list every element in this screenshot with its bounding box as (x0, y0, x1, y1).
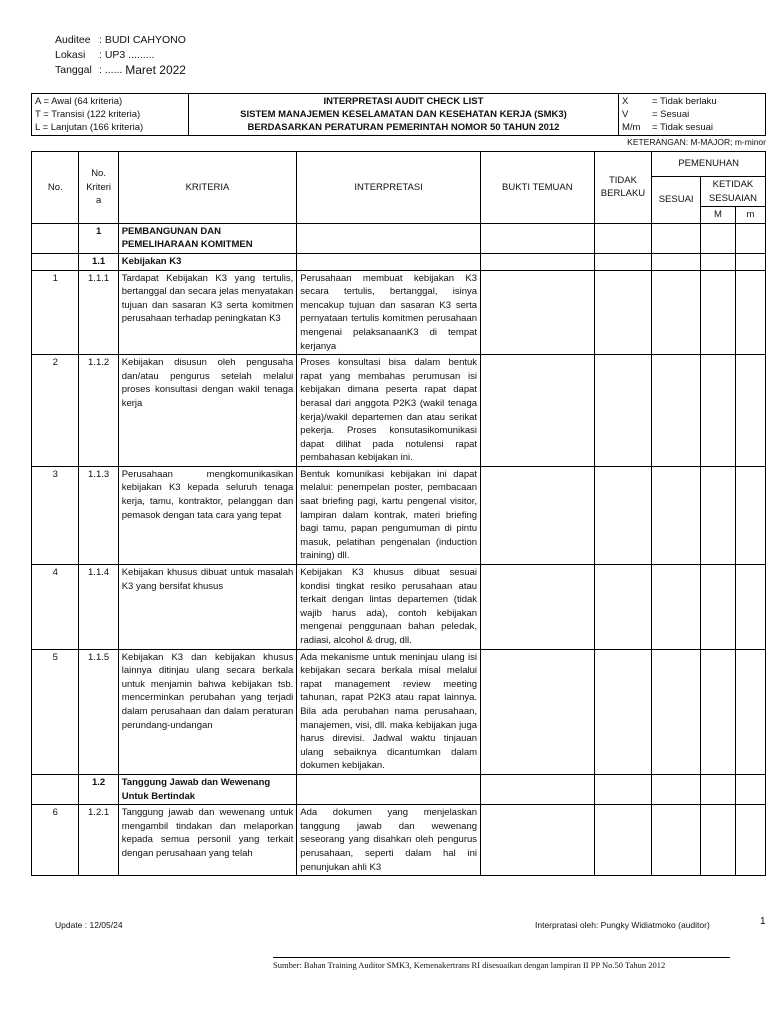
row-kriteria: Kebijakan khusus dibuat untuk masalah K3 yang bersifat khusus (118, 565, 297, 650)
table-row (32, 270, 766, 355)
interpreter-credit: Interpratasi oleh: Pungky Widiatmoko (auditor) (535, 920, 710, 930)
update-date: Update : 12/05/24 (55, 920, 123, 930)
table-row (32, 466, 766, 564)
row-kriteria: Tardapat Kebijakan K3 yang tertulis, bertanggal dan secara jelas menyatakan tujuan dan sasaran K3 serta komitmen perusahaan terhadap peningkatan K3 (118, 270, 297, 355)
row-tidak-berlaku-cell[interactable] (594, 565, 652, 650)
header-ketidak-sesuaian: KETIDAK SESUAIAN (700, 177, 765, 207)
row-interpretasi: Ada mekanisme untuk meninjau ulang isi kebijakan secara berkala misal melalui rapat management review meeting tahunan, rapat P2K3 atau rapat lainnya. Bila ada perubahan nama perusahaan, manajemen, visi, dll. maka kebijakan juga harus direvisi. Jadwal waktu tinjauan ulang sebaiknya dicantumkan dalam dokumen kebijakan. (297, 649, 481, 774)
row-sesuai-cell[interactable] (652, 270, 701, 355)
tanggal-value-main: Maret 2022 (125, 63, 186, 77)
row-no: 4 (32, 565, 79, 650)
row-no: 5 (32, 649, 79, 774)
row-sesuai-cell[interactable] (652, 466, 701, 564)
row-kriteria-no: 1.1.5 (79, 649, 118, 774)
table-row (32, 355, 766, 467)
row-interpretasi: Ada dokumen yang menjelaskan tanggung jawab dan wewenang seseorang yang disahkan oleh pengurus perusahaan, seperti dalam hal ini penunjukan ahli K3 (297, 805, 481, 876)
document-title (189, 94, 619, 136)
auditee-value: : BUDI CAHYONO (99, 34, 186, 46)
subsection-title: Tanggung Jawab dan Wewenang Untuk Bertindak (118, 774, 297, 804)
section-row (32, 223, 766, 253)
row-major-cell[interactable] (700, 270, 735, 355)
row-sesuai-cell[interactable] (652, 355, 701, 467)
lokasi-label: Lokasi (55, 49, 86, 61)
header-no-kriteria: No. Kriteri a (79, 152, 118, 224)
tanggal-label: Tanggal (55, 64, 92, 76)
code-x-desc: = Tidak berlaku (652, 96, 717, 107)
auditee-label: Auditee (55, 34, 91, 46)
row-kriteria-no: 1.2.1 (79, 805, 118, 876)
row-bukti-cell[interactable] (481, 649, 595, 774)
header-kriteria: KRITERIA (118, 152, 297, 224)
section-number: 1 (79, 223, 118, 253)
legend-awal: A = Awal (64 kriteria) (35, 96, 123, 107)
row-major-cell[interactable] (700, 565, 735, 650)
row-bukti-cell[interactable] (481, 805, 595, 876)
row-sesuai-cell[interactable] (652, 805, 701, 876)
tanggal-value-prefix: : ...... (99, 64, 123, 76)
row-interpretasi: Proses konsultasi bisa dalam bentuk rapat yang membahas perumusan isi kebijakan dimana peserta rapat dapat berasal dari anggota P2K3 (wakil tenaga kerja)/wakil departemen dan atau serikat pekerja. Proses konsutasikomunikasi dapat dilihat pada notulensi rapat pembahasan kebijakan ini. (297, 355, 481, 467)
header-interpretasi: INTERPRETASI (297, 152, 481, 224)
row-bukti-cell[interactable] (481, 270, 595, 355)
audit-checklist-table (31, 151, 766, 876)
row-tidak-berlaku-cell[interactable] (594, 355, 652, 467)
header-pemenuhan: PEMENUHAN (652, 152, 766, 177)
row-major-cell[interactable] (700, 805, 735, 876)
row-tidak-berlaku-cell[interactable] (594, 270, 652, 355)
subsection-row (32, 253, 766, 270)
row-major-cell[interactable] (700, 649, 735, 774)
subsection-number: 1.1 (79, 253, 118, 270)
code-m: M/m (622, 122, 641, 133)
row-kriteria: Kebijakan disusun oleh pengusaha dan/atau pengurus setelah melalui proses konsultasi dengan wakil tenaga kerja (118, 355, 297, 467)
table-row (32, 565, 766, 650)
row-bukti-cell[interactable] (481, 355, 595, 467)
subsection-row (32, 774, 766, 804)
row-kriteria-no: 1.1.3 (79, 466, 118, 564)
row-sesuai-cell[interactable] (652, 649, 701, 774)
row-minor-cell[interactable] (735, 466, 765, 564)
row-kriteria-no: 1.1.1 (79, 270, 118, 355)
lokasi-value: : UP3 ......... (99, 49, 155, 61)
row-kriteria: Tanggung jawab dan wewenang untuk mengambil tindakan dan melaporkan kepada semua personil yang terkait dengan perusahaan yang telah (118, 805, 297, 876)
code-v: V (622, 109, 629, 120)
header-no: No. (32, 152, 79, 224)
header-sesuai: SESUAI (652, 177, 701, 224)
row-tidak-berlaku-cell[interactable] (594, 466, 652, 564)
row-minor-cell[interactable] (735, 649, 765, 774)
row-no: 1 (32, 270, 79, 355)
row-interpretasi: Bentuk komunikasi kebijakan ini dapat melalui: penempelan poster, pembacaan saat briefing pagi, kartu pengenal visitor, lampiran dalam kontrak, materi briefing bagi tamu, papan pengumuman di pintu masuk, pelatihan pengenalan (induction training) dll. (297, 466, 481, 564)
page-number: 1 (760, 916, 766, 927)
row-interpretasi: Perusahaan membuat kebijakan K3 secara tertulis, bertanggal, isinya mencakup tujuan dan sasaran K3 serta pernyataan tertulis komitmen perusahaan mengenai pelaksanaanK3 di tempat kerjanya (297, 270, 481, 355)
header-tidak-berlaku: TIDAK BERLAKU (594, 152, 652, 224)
subsection-title: Kebijakan K3 (118, 253, 297, 270)
header-minor: m (735, 207, 765, 224)
row-minor-cell[interactable] (735, 565, 765, 650)
row-interpretasi: Kebijakan K3 khusus dibuat sesuai kondisi tingkat resiko perusahaan atau terkait dengan lintas departemen (tidak wajib harus ada), contoh kebijakan mengenai penggunaan bahan peledak, radiasi, alcohol & drug, dll. (297, 565, 481, 650)
table-row (32, 805, 766, 876)
table-row (32, 649, 766, 774)
header-major: M (700, 207, 735, 224)
code-x: X (622, 96, 629, 107)
title-box (31, 93, 766, 136)
row-sesuai-cell[interactable] (652, 565, 701, 650)
legend-lanjutan: L = Lanjutan (166 kriteria) (35, 122, 144, 133)
title-line-2: SISTEM MANAJEMEN KESELAMATAN DAN KESEHATAN KERJA (SMK3) (240, 109, 567, 120)
row-no: 2 (32, 355, 79, 467)
row-major-cell[interactable] (700, 355, 735, 467)
audit-info (55, 33, 186, 78)
row-kriteria-no: 1.1.4 (79, 565, 118, 650)
keterangan-note: KETERANGAN: M-MAJOR; m-minor (627, 137, 766, 147)
row-no: 3 (32, 466, 79, 564)
row-bukti-cell[interactable] (481, 466, 595, 564)
legend-transisi: T = Transisi (122 kriteria) (35, 109, 141, 120)
row-kriteria-no: 1.1.2 (79, 355, 118, 467)
row-bukti-cell[interactable] (481, 565, 595, 650)
row-minor-cell[interactable] (735, 805, 765, 876)
row-minor-cell[interactable] (735, 355, 765, 467)
row-no: 6 (32, 805, 79, 876)
criteria-legend (32, 94, 189, 136)
source-note: Sumber: Bahan Training Auditor SMK3, Kemenakertrans RI disesuaikan dengan lampiran II PP No.50 Tahun 2012 (273, 960, 666, 970)
row-kriteria: Perusahaan mengkomunikasikan kebijakan K3 kepada seluruh tenaga kerja, tamu, kontraktor, pelanggan dan pemasok dengan tata cara yang tepat (118, 466, 297, 564)
row-tidak-berlaku-cell[interactable] (594, 649, 652, 774)
row-major-cell[interactable] (700, 466, 735, 564)
subsection-number: 1.2 (79, 774, 118, 804)
title-line-3: BERDASARKAN PERATURAN PEMERINTAH NOMOR 50 TAHUN 2012 (247, 122, 560, 133)
code-v-desc: = Sesuai (652, 109, 690, 120)
row-kriteria: Kebijakan K3 dan kebijakan khusus lainnya ditinjau ulang secara berkala untuk menjamin bahwa kebijakan tsb. mencerminkan perubahan yang terjadi dalam perusahaan dan dalam peraturan perundang-undangan (118, 649, 297, 774)
row-minor-cell[interactable] (735, 270, 765, 355)
row-tidak-berlaku-cell[interactable] (594, 805, 652, 876)
footer-divider (273, 957, 730, 958)
code-legend (619, 94, 766, 136)
code-m-desc: = Tidak sesuai (652, 122, 713, 133)
header-bukti-temuan: BUKTI TEMUAN (481, 152, 595, 224)
title-line-1: INTERPRETASI AUDIT CHECK LIST (323, 96, 484, 107)
section-title: PEMBANGUNAN DAN PEMELIHARAAN KOMITMEN (118, 223, 297, 253)
